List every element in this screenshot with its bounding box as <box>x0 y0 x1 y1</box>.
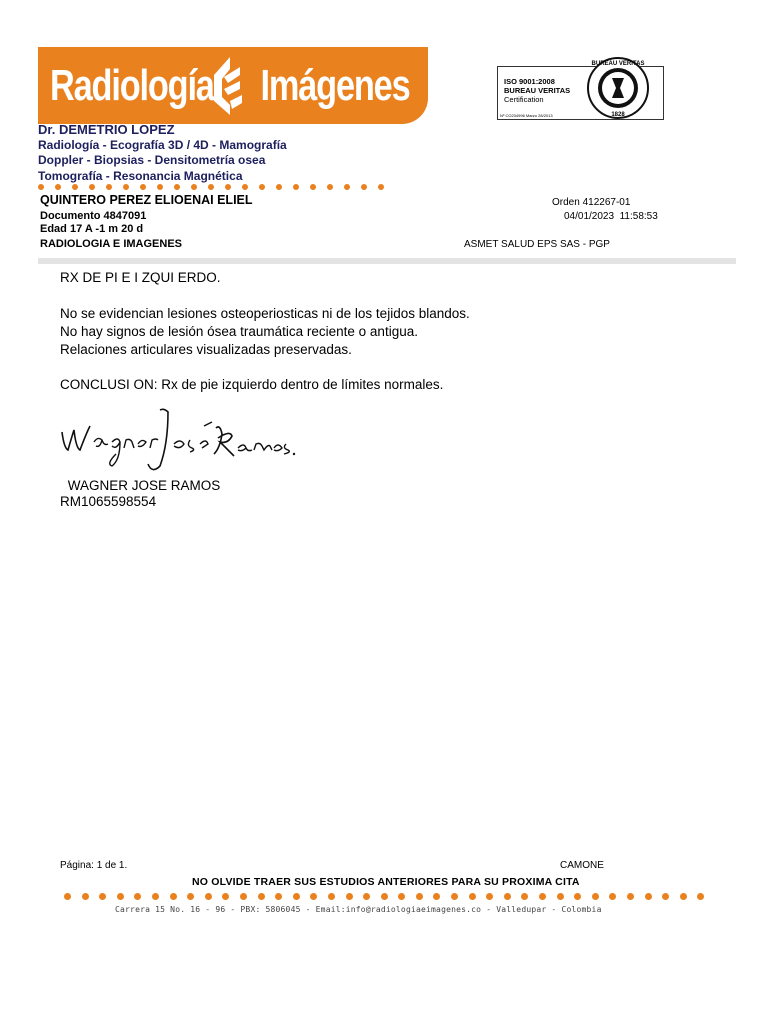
iso-line: BUREAU VERITAS <box>504 86 571 95</box>
user-code: CAMONE <box>560 860 604 871</box>
divider-dot <box>152 893 159 900</box>
divider-dot <box>240 893 247 900</box>
divider-dot <box>361 184 367 190</box>
divider-dot <box>310 184 316 190</box>
divider-dot <box>680 893 687 900</box>
divider-dot <box>157 184 163 190</box>
report-datetime: 04/01/2023 11:58:53 <box>564 211 658 222</box>
divider-dot <box>539 893 546 900</box>
divider-dot <box>609 893 616 900</box>
services-block <box>38 122 287 184</box>
finding-line: No hay signos de lesión ósea traumática reciente o antigua. <box>60 324 418 339</box>
divider-dot <box>486 893 493 900</box>
divider-dot <box>697 893 704 900</box>
divider-dot <box>174 184 180 190</box>
patient-document: Documento 4847091 <box>40 210 147 222</box>
signer-registry: RM1065598554 <box>60 494 157 509</box>
divider-dot <box>205 893 212 900</box>
divider-dot <box>64 893 71 900</box>
divider-dot <box>398 893 405 900</box>
divider-dot <box>662 893 669 900</box>
divider-dot <box>469 893 476 900</box>
page-number: Página: 1 de 1. <box>60 860 128 871</box>
divider-dot <box>327 184 333 190</box>
department: RADIOLOGIA E IMAGENES <box>40 238 182 250</box>
doctor-name: Dr. DEMETRIO LOPEZ <box>38 122 175 137</box>
divider-dot <box>140 184 146 190</box>
divider-dot <box>276 184 282 190</box>
divider-dot <box>242 184 248 190</box>
divider-dot <box>627 893 634 900</box>
iso-line: ISO 9001:2008 <box>504 77 555 86</box>
brand-logo-icon <box>200 53 250 119</box>
brand-word-imagenes: Imágenes <box>260 61 410 110</box>
handwritten-signature <box>56 404 300 480</box>
section-divider <box>38 258 736 264</box>
divider-dot <box>123 184 129 190</box>
services-line: Radiología - Ecografía 3D / 4D - Mamografía <box>38 137 287 152</box>
divider-dot <box>99 893 106 900</box>
divider-dot <box>170 893 177 900</box>
conclusion: CONCLUSI ON: Rx de pie izquierdo dentro de límites normales. <box>60 377 444 392</box>
divider-dot <box>225 184 231 190</box>
divider-dot <box>363 893 370 900</box>
footer-address: Carrera 15 No. 16 - 96 - PBX: 5806045 - Email:info@radiologiaeimagenes.co - Valledupar - Colombia <box>115 905 602 914</box>
divider-dot <box>433 893 440 900</box>
bureau-veritas-seal-icon <box>586 56 650 120</box>
divider-dot <box>328 893 335 900</box>
finding-line: Relaciones articulares visualizadas preservadas. <box>60 342 352 357</box>
divider-dot <box>117 893 124 900</box>
divider-dot <box>378 184 384 190</box>
divider-dot <box>258 893 265 900</box>
iso-number: Nº CO234996 Marzo 28/2013 <box>500 113 553 118</box>
divider-dot <box>557 893 564 900</box>
seal-year: 1828 <box>611 112 625 118</box>
divider-dot <box>222 893 229 900</box>
divider-dot <box>259 184 265 190</box>
divider-dot <box>106 184 112 190</box>
divider-dot <box>275 893 282 900</box>
divider-dot <box>82 893 89 900</box>
divider-dot <box>134 893 141 900</box>
divider-dot <box>55 184 61 190</box>
divider-dot <box>521 893 528 900</box>
insurer: ASMET SALUD EPS SAS - PGP <box>464 239 610 250</box>
divider-dot <box>191 184 197 190</box>
patient-name: QUINTERO PEREZ ELIOENAI ELIEL <box>40 193 253 207</box>
divider-dot <box>208 184 214 190</box>
iso-line: Certification <box>504 95 544 104</box>
brand-word-radiologia: Radiología <box>50 61 214 110</box>
divider-dot <box>504 893 511 900</box>
signer-name: WAGNER JOSE RAMOS <box>64 478 221 493</box>
divider-dot <box>187 893 194 900</box>
divider-dot <box>293 893 300 900</box>
divider-dot <box>592 893 599 900</box>
divider-dot <box>293 184 299 190</box>
divider-dot <box>451 893 458 900</box>
divider-dot <box>416 893 423 900</box>
finding-line: No se evidencian lesiones osteoperiosticas ni de los tejidos blandos. <box>60 306 470 321</box>
iso-text <box>504 77 570 104</box>
divider-dot <box>381 893 388 900</box>
divider-dot <box>72 184 78 190</box>
divider-dot <box>38 184 44 190</box>
divider-dot <box>645 893 652 900</box>
services-line: Doppler - Biopsias - Densitometría osea <box>38 153 266 167</box>
seal-name: BUREAU VERITAS <box>591 61 645 67</box>
divider-dot <box>346 893 353 900</box>
divider-dot <box>310 893 317 900</box>
footer-reminder: NO OLVIDE TRAER SUS ESTUDIOS ANTERIORES PARA SU PROXIMA CITA <box>192 876 580 888</box>
divider-dot <box>89 184 95 190</box>
order-number: Orden 412267-01 <box>552 197 631 208</box>
services-line: Tomografía - Resonancia Magnética <box>38 168 243 183</box>
divider-dot <box>344 184 350 190</box>
divider-dot <box>574 893 581 900</box>
patient-age: Edad 17 A -1 m 20 d <box>40 223 144 235</box>
report-title: RX DE PI E I ZQUI ERDO. <box>60 270 221 285</box>
